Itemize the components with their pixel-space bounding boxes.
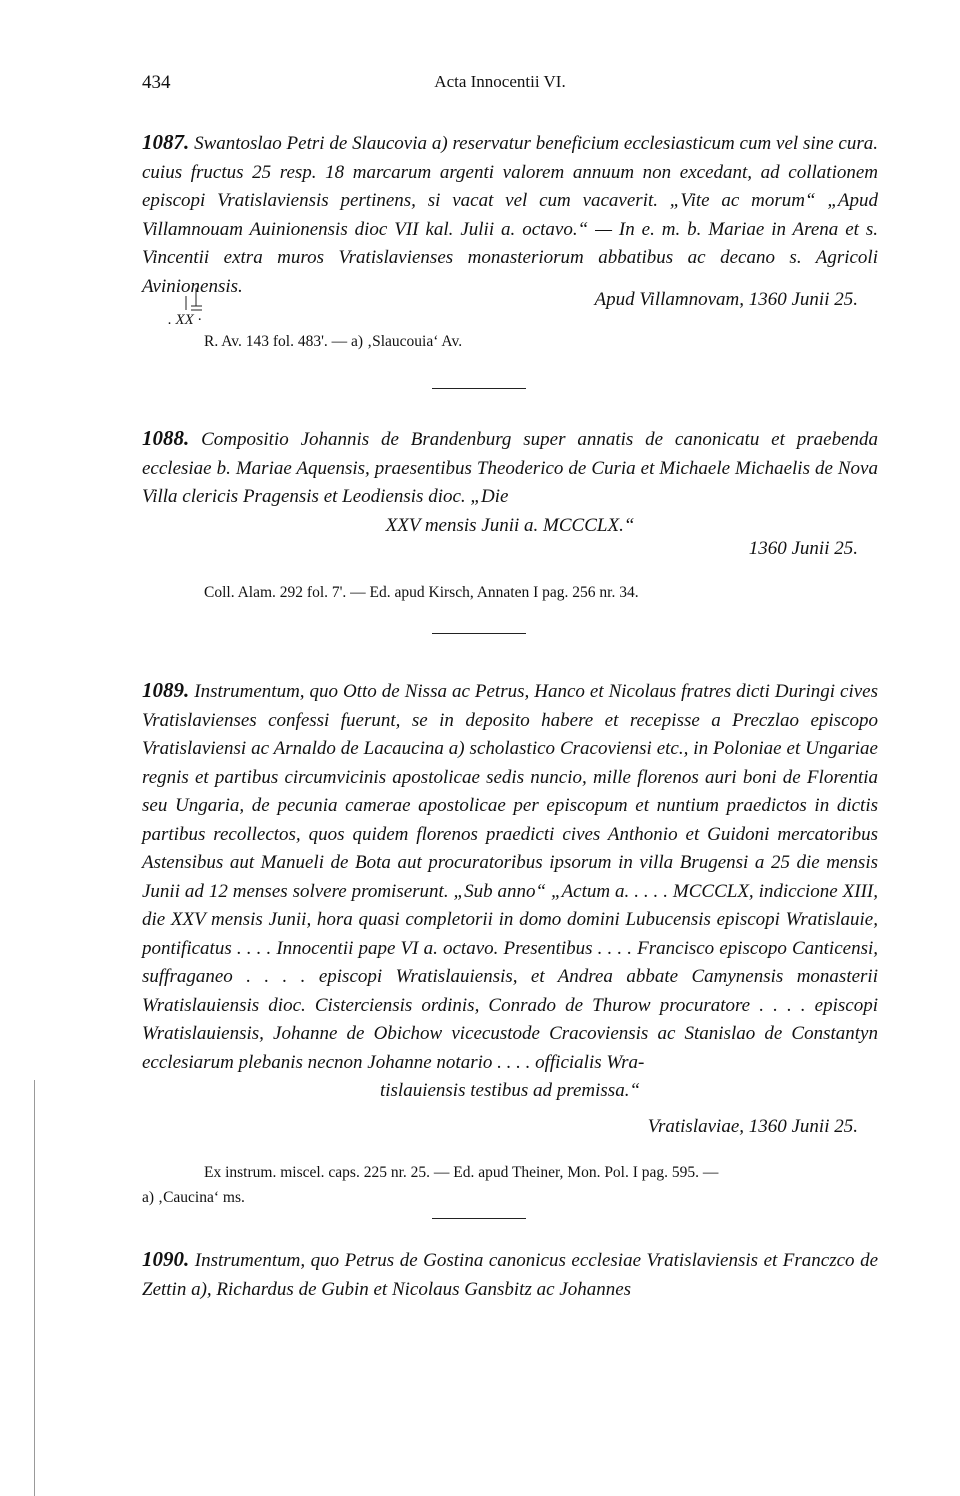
source-note: Coll. Alam. 292 fol. 7'. — Ed. apud Kirsch, Annaten I pag. 256 nr. 34.	[204, 584, 639, 601]
entry-number: 1088.	[142, 426, 190, 450]
entry-text: Instrumentum, quo Otto de Nissa ac Petrus, Hanco et Nicolaus fratres dicti Duringi cives Vratislavienses confessi fuerunt, se in deposito habere et recepisse a Preczlao episcopo Vratislaviensi ac Arnaldo de Lacaucina a) scholastico Cracoviensi etc., in Poloniae et Ungariae regnis et partibus circumvicinis apostolicae sedis nuncio, mille florenos auri boni de Florentia seu Ungaria, de pecunia camerae apostolicae per episcopum et nuntium praedictos in dictis partibus recollectos, quos quidem florenos praedicti cives Anthonio et Guidoni mercatoribus Astensibus aut Manueli de Bota aut procuratoribus ipsorum in villa Brugensi a 25 die mensis Junii ad 12 menses solvere promiserunt. „Sub anno“ „Actum a. . . . . MCCCLX, indiccione XIII, die XXV mensis Junii, hora quasi completorii in domo domini Lubucensis episcopi Wratislauie, pontificatus . . . . Innocentii pape VI a. octavo. Presentibus . . . . Francisco episcopo Canticensi, suffraganeo . . . . episcopi Wratislauiensis, et Andrea abbate Camynensis monasterii Wratislauiensis dioc. Cisterciensis ordinis, Conrado de Thurow procuratore . . . . episcopi Wratislauiensis, Johanne de Obichow vicecustode Cracoviensis ac Stanislao de Constantyn ecclesiarum plebanis necnon Johanne notario . . . . officialis Wra-	[142, 681, 878, 1073]
page-number: 434	[142, 72, 171, 93]
entry-date: 1360 Junii 25.	[748, 538, 858, 559]
entry-date: Vratislaviae, 1360 Junii 25.	[647, 1116, 858, 1137]
footnote: a) ‚Caucina‘ ms.	[142, 1189, 245, 1206]
entry-text: Instrumentum, quo Petrus de Gostina canonicus ecclesiae Vratislaviensis et Franczco de Zettin a), Richardus de Gubin et Nicolaus Gansbitz ac Johannes	[142, 1250, 878, 1300]
entry-number: 1089.	[142, 678, 190, 702]
entry-number: 1090.	[142, 1247, 190, 1271]
separator-rule	[432, 388, 526, 389]
entry-text-last-line: tislauiensis testibus ad premissa.“	[379, 1080, 641, 1101]
sigla-text: . XX ·	[168, 312, 202, 328]
entry-date: Apud Villamnovam, 1360 Junii 25.	[594, 289, 858, 310]
entry-text: Swantoslao Petri de Slaucovia a) reservatur beneficium ecclesiasticum cum vel sine cura. cuius fructus 25 resp. 18 marcarum argenti valorem annuum non excedant, ad collationem episcopi Vratislaviensis pertinens, si vacat vel cum vacaverit. „Vite ac morum“ „Apud Villamnouam Auinionensis dioc VII kal. Julii a. octavo.“ — In e. m. b. Mariae in Arena et s. Vincentii extra muros Vratislavienses monasteriorum abbatibus ac decano s. Agricoli Avinionensis.	[142, 133, 878, 297]
source-note: R. Av. 143 fol. 483'. — a) ‚Slaucouia‘ Av.	[204, 333, 463, 350]
page-header	[142, 72, 858, 102]
entry-text: Compositio Johannis de Brandenburg super annatis de canonicatu et praebenda ecclesiae b. Mariae Aquensis, praesentibus Theoderico de Curia et Michaele Michaelis de Nova Villa clericis Pragensis et Leodiensis dioc. „Die	[142, 429, 879, 507]
entry-1087	[142, 128, 878, 301]
source-note: Ex instrum. miscel. caps. 225 nr. 25. — Ed. apud Theiner, Mon. Pol. I pag. 595. —	[204, 1164, 719, 1181]
entry-1089	[142, 676, 878, 1106]
separator-rule	[432, 1218, 526, 1219]
entry-1090	[142, 1245, 878, 1304]
separator-rule	[432, 633, 526, 634]
entry-number: 1087.	[142, 130, 190, 154]
scan-edge-line	[34, 1080, 35, 1496]
entry-text-last-line: XXV mensis Junii a. MCCCLX.“	[385, 514, 635, 536]
entry-1088	[142, 424, 878, 540]
running-title: Acta Innocentii VI.	[434, 72, 566, 91]
